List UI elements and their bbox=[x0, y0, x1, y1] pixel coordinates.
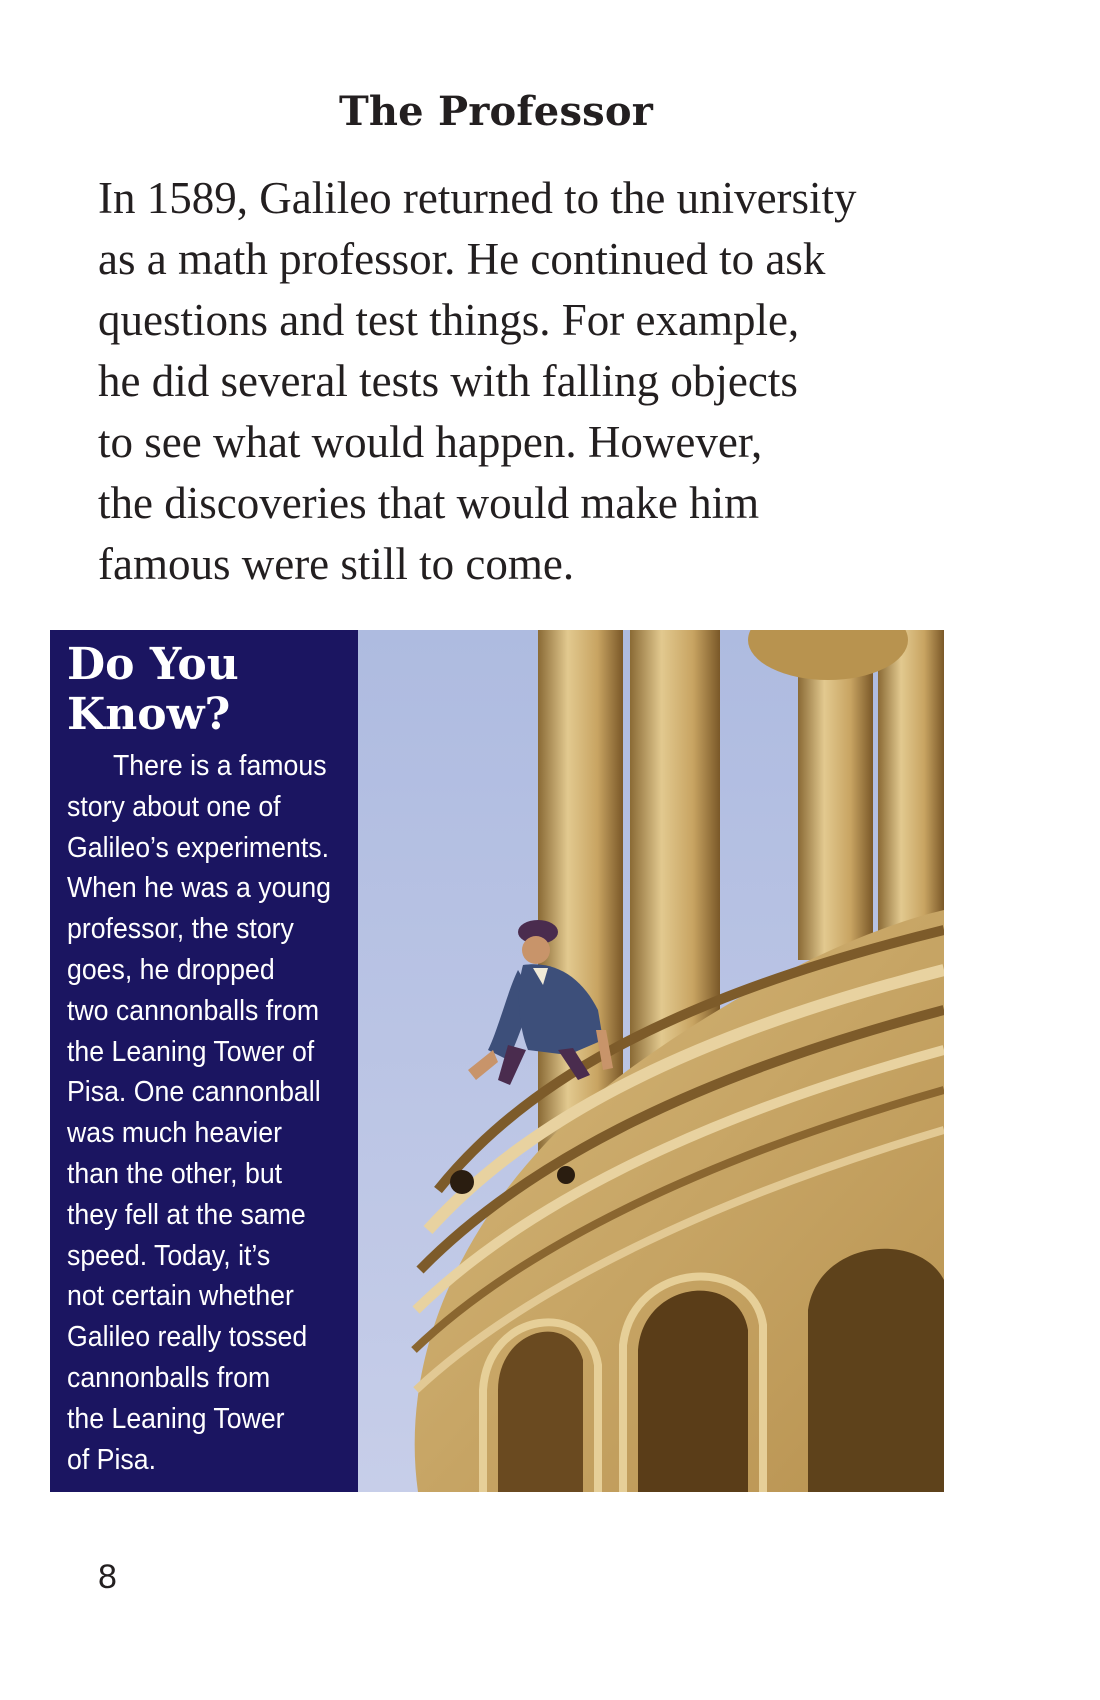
sidebar-text-line: than the other, but bbox=[67, 1157, 283, 1190]
sidebar-text-line: of Pisa. bbox=[67, 1443, 156, 1476]
sidebar-title bbox=[67, 640, 358, 740]
sidebar-text-line: speed. Today, it’s bbox=[67, 1239, 271, 1272]
paragraph-line: famous were still to come. bbox=[98, 539, 575, 589]
sidebar-title-line: Know? bbox=[67, 689, 231, 740]
paragraph-line: the discoveries that would make him bbox=[98, 478, 760, 528]
page-number: 8 bbox=[98, 1558, 117, 1596]
sidebar-text-line: Pisa. One cannonball bbox=[67, 1076, 321, 1109]
sidebar-text-line: story about one of bbox=[67, 790, 281, 823]
sidebar-text-line: goes, he dropped bbox=[67, 953, 275, 986]
paragraph-line: to see what would happen. However, bbox=[98, 417, 763, 467]
sidebar-text-line: professor, the story bbox=[67, 913, 294, 946]
do-you-know-sidebar bbox=[50, 630, 358, 1492]
sidebar-text-line: Galileo really tossed bbox=[67, 1321, 308, 1354]
galileo-tower-painting bbox=[358, 630, 944, 1492]
paragraph-line: In 1589, Galileo returned to the university bbox=[98, 173, 857, 223]
sidebar-text-line: the Leaning Tower of bbox=[67, 1035, 315, 1068]
column bbox=[878, 630, 944, 940]
sidebar-text-line: they fell at the same bbox=[67, 1198, 306, 1231]
sidebar-text-line: Galileo’s experiments. bbox=[67, 831, 329, 864]
paragraph-line: as a math professor. He continued to ask bbox=[98, 234, 826, 284]
page-title: The Professor bbox=[338, 88, 654, 135]
sidebar-title-line: Do You bbox=[67, 639, 239, 690]
paragraph-line: he did several tests with falling objects bbox=[98, 356, 798, 406]
sidebar-text-line: cannonballs from bbox=[67, 1361, 271, 1394]
body-paragraph bbox=[98, 168, 918, 595]
sidebar-text-line: not certain whether bbox=[67, 1280, 294, 1313]
sidebar-text-line: the Leaning Tower bbox=[67, 1402, 285, 1435]
cannonball bbox=[557, 1166, 575, 1184]
sidebar-text-line: two cannonballs from bbox=[67, 994, 320, 1027]
sidebar-text bbox=[67, 746, 335, 1480]
tower-illustration bbox=[358, 630, 944, 1492]
sidebar-text-line: When he was a young bbox=[67, 872, 332, 905]
sidebar-text-line: There is a famous bbox=[113, 750, 327, 782]
cannonball bbox=[450, 1170, 474, 1194]
sidebar-text-line: was much heavier bbox=[67, 1117, 283, 1150]
paragraph-line: questions and test things. For example, bbox=[98, 295, 800, 345]
